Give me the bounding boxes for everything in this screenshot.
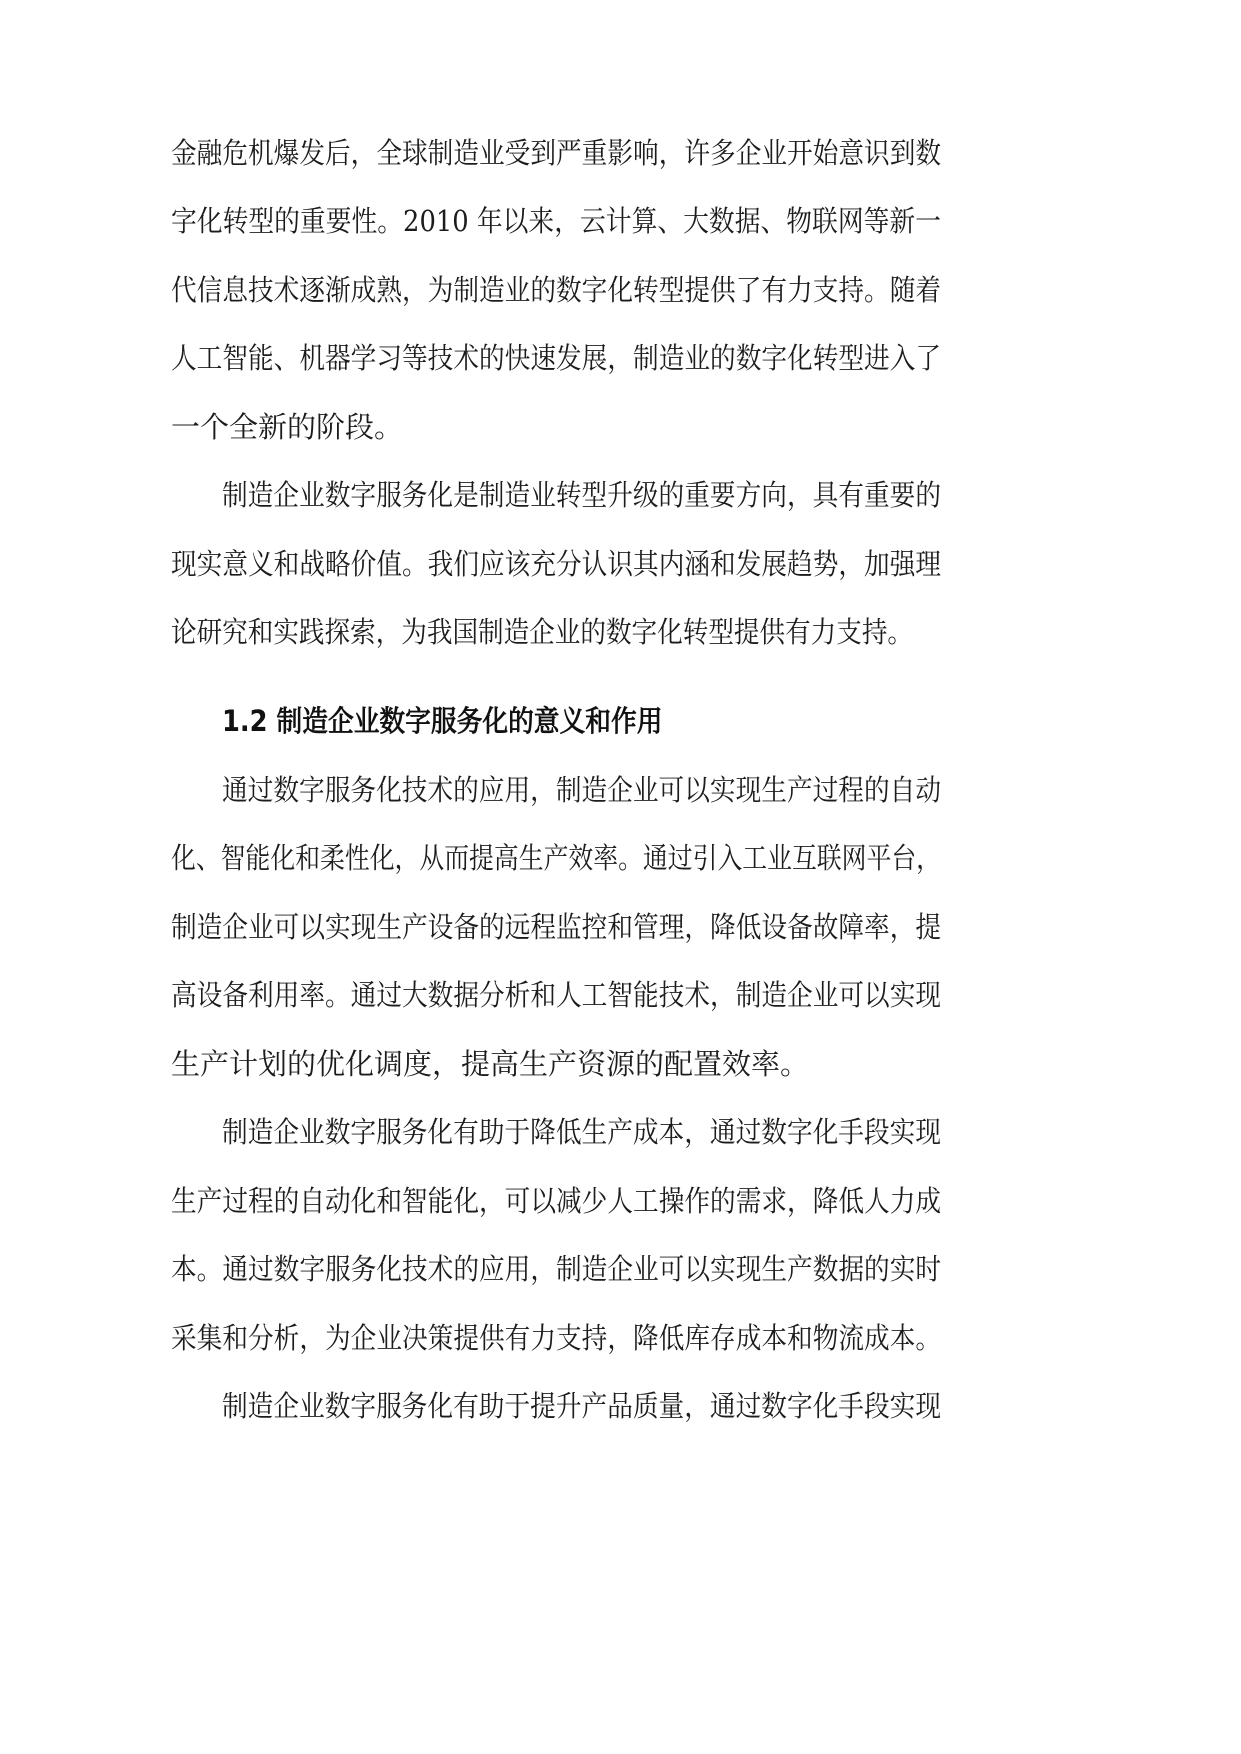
paragraph-3-line-5: 生产计划的优化调度，提高生产资源的配置效率。: [171, 1047, 810, 1081]
paragraph-2-line-2: 现实意义和战略价值。我们应该充分认识其内涵和发展趋势，加强理: [171, 547, 942, 581]
paragraph-1-line-1: 金融危机爆发后，全球制造业受到严重影响，许多企业开始意识到数: [171, 136, 942, 170]
paragraph-3-line-4: 高设备利用率。通过大数据分析和人工智能技术，制造企业可以实现: [171, 978, 942, 1012]
paragraph-3-line-1: 通过数字服务化技术的应用，制造企业可以实现生产过程的自动: [222, 773, 942, 807]
paragraph-1-line-2: 字化转型的重要性。2010 年以来，云计算、大数据、物联网等新一: [171, 204, 941, 238]
paragraph-4-line-3: 本。通过数字服务化技术的应用，制造企业可以实现生产数据的实时: [171, 1252, 942, 1286]
paragraph-2-line-1: 制造企业数字服务化是制造业转型升级的重要方向，具有重要的: [222, 478, 942, 512]
paragraph-5-line-1: 制造企业数字服务化有助于提升产品质量，通过数字化手段实现: [222, 1389, 942, 1423]
section-heading: 1.2 制造企业数字服务化的意义和作用: [222, 704, 663, 738]
paragraph-1-line-4: 人工智能、机器学习等技术的快速发展，制造业的数字化转型进入了: [171, 341, 942, 375]
paragraph-3-line-2: 化、智能化和柔性化，从而提高生产效率。通过引入工业互联网平台，: [171, 841, 942, 875]
paragraph-1-line-5: 一个全新的阶段。: [171, 410, 404, 444]
paragraph-3-line-3: 制造企业可以实现生产设备的远程监控和管理，降低设备故障率，提: [171, 910, 942, 944]
paragraph-4-line-4: 采集和分析，为企业决策提供有力支持，降低库存成本和物流成本。: [171, 1321, 942, 1355]
paragraph-1-line-3: 代信息技术逐渐成熟，为制造业的数字化转型提供了有力支持。随着: [171, 273, 942, 307]
paragraph-4-line-2: 生产过程的自动化和智能化，可以减少人工操作的需求，降低人力成: [171, 1184, 942, 1218]
paragraph-4-line-1: 制造企业数字服务化有助于降低生产成本，通过数字化手段实现: [222, 1115, 942, 1149]
paragraph-2-line-3: 论研究和实践探索，为我国制造企业的数字化转型提供有力支持。: [171, 615, 914, 649]
